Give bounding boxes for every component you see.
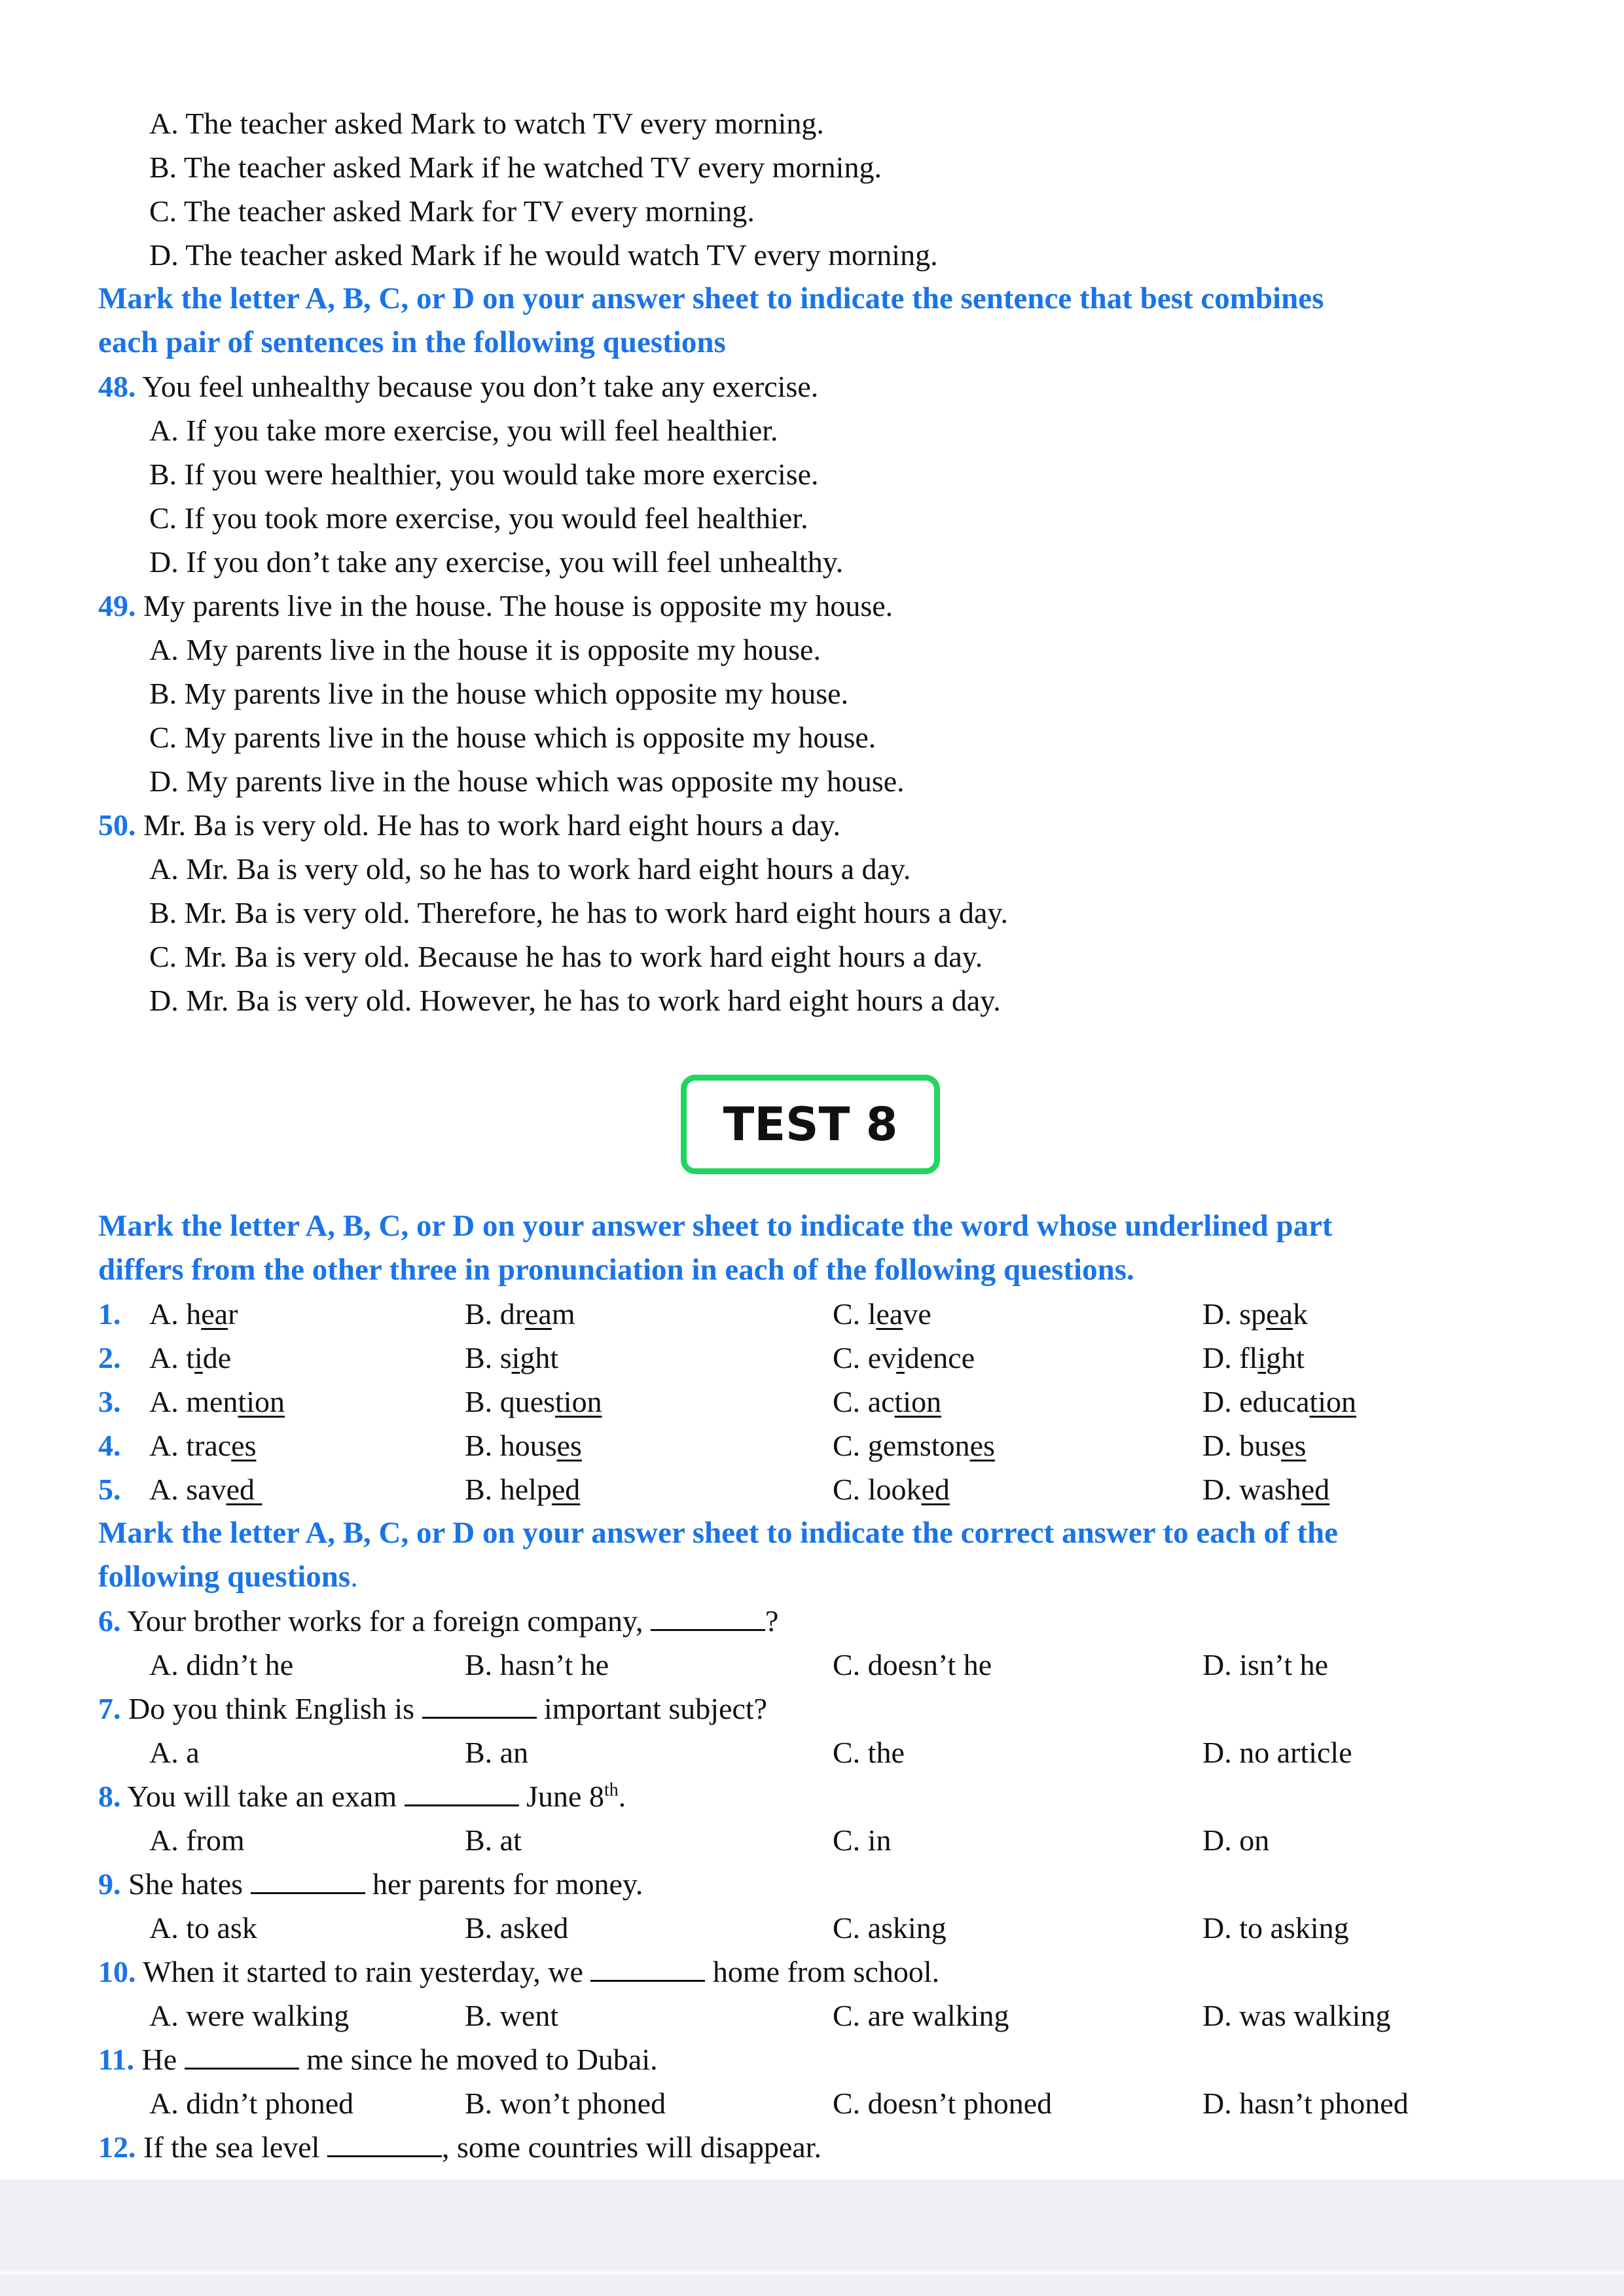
option-a: A. were walking xyxy=(149,1999,350,2032)
question-number: 5. xyxy=(98,1473,121,1506)
option-a: A. saved xyxy=(149,1473,262,1506)
option-c: C. are walking xyxy=(833,1999,1009,2032)
question-5 xyxy=(98,1467,1538,1511)
option-d: D. flight xyxy=(1202,1341,1305,1374)
q10-options xyxy=(98,1994,1538,2037)
option-a: A. from xyxy=(149,1823,245,1857)
q8-options xyxy=(98,1818,1538,1862)
q50-option-d: D. Mr. Ba is very old. However, he has to work hard eight hours a day. xyxy=(149,984,1001,1017)
question-49 xyxy=(98,584,893,628)
q50-option-a: A. Mr. Ba is very old, so he has to work hard eight hours a day. xyxy=(149,852,911,886)
option-b: B. went xyxy=(465,1999,559,2032)
option-a: A. mention xyxy=(149,1385,285,1418)
q7-options xyxy=(98,1731,1538,1774)
question-number: 48. xyxy=(98,370,136,403)
option-d: D. on xyxy=(1202,1823,1270,1857)
q48-option-b: B. If you were healthier, you would take more exercise. xyxy=(149,457,819,491)
option-b: B. hasn’t he xyxy=(465,1648,609,1681)
option-d: D. hasn’t phoned xyxy=(1202,2087,1409,2120)
q49-option-a: A. My parents live in the house it is opposite my house. xyxy=(149,633,821,666)
option-c: C. leave xyxy=(833,1297,931,1331)
option-a: A. didn’t he xyxy=(149,1648,294,1681)
correct-instruction-line1: Mark the letter A, B, C, or D on your answer sheet to indicate the correct answer to each of the xyxy=(98,1516,1339,1550)
question-number: 3. xyxy=(98,1385,121,1418)
question-3 xyxy=(98,1380,1538,1424)
option-b: B. an xyxy=(465,1736,529,1769)
question-4 xyxy=(98,1424,1538,1467)
answer-blank xyxy=(251,1866,365,1894)
question-1 xyxy=(98,1292,1538,1336)
option-a: A. hear xyxy=(149,1297,238,1331)
q50-option-b: B. Mr. Ba is very old. Therefore, he has to work hard eight hours a day. xyxy=(149,896,1008,929)
question-number: 4. xyxy=(98,1429,121,1462)
option-c: C. gemstones xyxy=(833,1429,995,1462)
question-6: 6. Your brother works for a foreign company, ? xyxy=(98,1604,779,1638)
prev-option-d: D. The teacher asked Mark if he would watch TV every morning. xyxy=(149,238,938,272)
q48-option-c: C. If you took more exercise, you would feel healthier. xyxy=(149,501,808,535)
question-12: 12. If the sea level , some countries will disappear. xyxy=(98,2130,821,2164)
answer-blank xyxy=(590,1954,705,1982)
question-number: 2. xyxy=(98,1341,121,1374)
question-text: My parents live in the house. The house is opposite my house. xyxy=(143,589,893,622)
option-a: A. to ask xyxy=(149,1911,257,1945)
question-10: 10. When it started to rain yesterday, we home from school. xyxy=(98,1955,940,1988)
question-11: 11. He me since he moved to Dubai. xyxy=(98,2043,658,2076)
q49-option-b: B. My parents live in the house which opposite my house. xyxy=(149,677,849,710)
option-d: D. buses xyxy=(1202,1429,1307,1462)
option-d: D. speak xyxy=(1202,1297,1308,1331)
option-d: D. was walking xyxy=(1202,1999,1391,2032)
combine-instruction-line1: Mark the letter A, B, C, or D on your answer sheet to indicate the sentence that best combines xyxy=(98,281,1324,315)
pronunciation-instruction-line1: Mark the letter A, B, C, or D on your answer sheet to indicate the word whose underlined part xyxy=(98,1209,1333,1243)
question-text: You feel unhealthy because you don’t take any exercise. xyxy=(142,370,819,403)
option-b: B. helped xyxy=(465,1473,581,1506)
answer-blank xyxy=(651,1603,765,1631)
q49-option-d: D. My parents live in the house which was opposite my house. xyxy=(149,764,905,798)
test-title-box xyxy=(681,1075,940,1174)
question-number: 1. xyxy=(98,1297,121,1331)
question-number: 50. xyxy=(98,808,136,842)
option-c: C. action xyxy=(833,1385,942,1418)
question-50 xyxy=(98,803,840,847)
option-c: C. in xyxy=(833,1823,892,1857)
option-a: A. traces xyxy=(149,1429,257,1462)
option-c: C. asking xyxy=(833,1911,947,1945)
q50-option-c: C. Mr. Ba is very old. Because he has to work hard eight hours a day. xyxy=(149,940,983,973)
test-title: TEST 8 xyxy=(723,1098,898,1151)
q48-option-a: A. If you take more exercise, you will feel healthier. xyxy=(149,414,778,447)
option-d: D. to asking xyxy=(1202,1911,1349,1945)
option-d: D. no article xyxy=(1202,1736,1352,1769)
answer-blank xyxy=(327,2129,442,2157)
question-7: 7. Do you think English is important subject? xyxy=(98,1692,768,1725)
question-48 xyxy=(98,365,818,408)
page-seam xyxy=(0,2271,1624,2275)
option-a: A. didn’t phoned xyxy=(149,2087,354,2120)
option-d: D. isn’t he xyxy=(1202,1648,1329,1681)
prev-option-a: A. The teacher asked Mark to watch TV every morning. xyxy=(149,107,824,140)
answer-blank xyxy=(405,1778,519,1806)
option-c: C. doesn’t phoned xyxy=(833,2087,1053,2120)
option-b: B. dream xyxy=(465,1297,575,1331)
option-b: B. sight xyxy=(465,1341,559,1374)
question-8: 8. You will take an exam June 8th. xyxy=(98,1780,626,1813)
option-c: C. evidence xyxy=(833,1341,975,1374)
option-b: B. houses xyxy=(465,1429,582,1462)
option-b: B. won’t phoned xyxy=(465,2087,666,2120)
option-b: B. question xyxy=(465,1385,602,1418)
combine-instruction-line2: each pair of sentences in the following questions xyxy=(98,325,726,359)
option-d: D. washed xyxy=(1202,1473,1330,1506)
q48-option-d: D. If you don’t take any exercise, you will feel unhealthy. xyxy=(149,545,844,579)
question-2 xyxy=(98,1336,1538,1380)
option-a: A. a xyxy=(149,1736,200,1769)
q9-options xyxy=(98,1906,1538,1950)
option-c: C. looked xyxy=(833,1473,950,1506)
option-c: C. doesn’t he xyxy=(833,1648,992,1681)
q6-options xyxy=(98,1643,1538,1687)
pronunciation-instruction-line2: differs from the other three in pronunciation in each of the following questions. xyxy=(98,1253,1134,1287)
option-d: D. education xyxy=(1202,1385,1357,1418)
q49-option-c: C. My parents live in the house which is opposite my house. xyxy=(149,721,876,754)
page-gap xyxy=(0,2179,1624,2296)
option-b: B. asked xyxy=(465,1911,569,1945)
option-a: A. tide xyxy=(149,1341,232,1374)
prev-option-b: B. The teacher asked Mark if he watched TV every morning. xyxy=(149,151,882,184)
question-text: Mr. Ba is very old. He has to work hard eight hours a day. xyxy=(143,808,841,842)
answer-blank xyxy=(185,2041,299,2070)
correct-instruction-line2: following questions. xyxy=(98,1560,358,1594)
option-c: C. the xyxy=(833,1736,905,1769)
question-number: 49. xyxy=(98,589,136,622)
prev-option-c: C. The teacher asked Mark for TV every morning. xyxy=(149,194,755,228)
option-b: B. at xyxy=(465,1823,522,1857)
answer-blank xyxy=(422,1691,537,1719)
question-9: 9. She hates her parents for money. xyxy=(98,1867,643,1901)
q11-options xyxy=(98,2081,1538,2125)
